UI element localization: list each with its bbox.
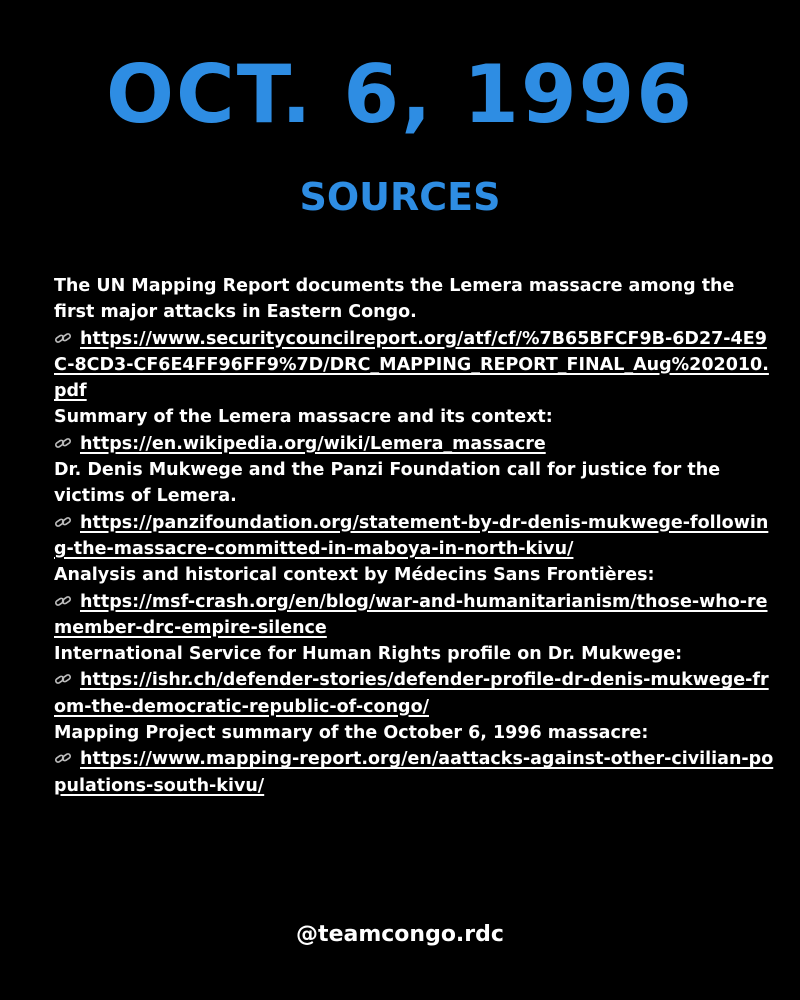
section-heading: SOURCES bbox=[299, 175, 501, 219]
source-link-line bbox=[54, 746, 774, 799]
source-description: Summary of the Lemera massacre and its context: bbox=[54, 407, 553, 428]
source-link-line bbox=[54, 510, 774, 563]
link-icon bbox=[54, 330, 72, 346]
source-item bbox=[54, 457, 774, 562]
source-url-link[interactable]: https://www.securitycouncilreport.org/atf/cf/%7B65BFCF9B-6D27-4E9C-8CD3-CF6E4FF96FF9%7D/DRC_MAPPING_REPORT_FINAL_Aug%202010.pdf bbox=[54, 328, 769, 402]
source-description: Mapping Project summary of the October 6, 1996 massacre: bbox=[54, 723, 649, 744]
source-description: Dr. Denis Mukwege and the Panzi Foundation call for justice for the victims of Lemera. bbox=[54, 460, 721, 507]
source-url-link[interactable]: https://msf-crash.org/en/blog/war-and-humanitarianism/those-who-remember-drc-empire-silence bbox=[54, 591, 768, 638]
source-description: Analysis and historical context by Médecins Sans Frontières: bbox=[54, 565, 655, 586]
page-title: OCT. 6, 1996 bbox=[106, 48, 694, 141]
source-description: The UN Mapping Report documents the Lemera massacre among the first major attacks in Eastern Congo. bbox=[54, 276, 735, 323]
source-url-link[interactable]: https://ishr.ch/defender-stories/defender-profile-dr-denis-mukwege-from-the-democratic-republic-of-congo/ bbox=[54, 670, 769, 717]
source-item bbox=[54, 641, 774, 720]
source-url-link[interactable]: https://www.mapping-report.org/en/aattacks-against-other-civilian-populations-south-kivu/ bbox=[54, 749, 774, 796]
source-item bbox=[54, 273, 774, 404]
source-link-line bbox=[54, 667, 774, 720]
link-icon bbox=[54, 750, 72, 766]
link-icon bbox=[54, 514, 72, 530]
source-description: International Service for Human Rights profile on Dr. Mukwege: bbox=[54, 644, 683, 665]
sources-list bbox=[54, 273, 774, 799]
link-icon bbox=[54, 593, 72, 609]
source-link-line bbox=[54, 431, 774, 457]
link-icon bbox=[54, 435, 72, 451]
source-item bbox=[54, 404, 774, 457]
link-icon bbox=[54, 671, 72, 687]
source-item bbox=[54, 562, 774, 641]
source-url-link[interactable]: https://panzifoundation.org/statement-by-dr-denis-mukwege-following-the-massacre-committed-in-maboya-in-north-kivu/ bbox=[54, 512, 769, 559]
source-url-link[interactable]: https://en.wikipedia.org/wiki/Lemera_massacre bbox=[80, 433, 546, 454]
source-link-line bbox=[54, 589, 774, 642]
source-item bbox=[54, 720, 774, 799]
source-link-line bbox=[54, 326, 774, 405]
social-handle: @teamcongo.rdc bbox=[296, 922, 504, 947]
